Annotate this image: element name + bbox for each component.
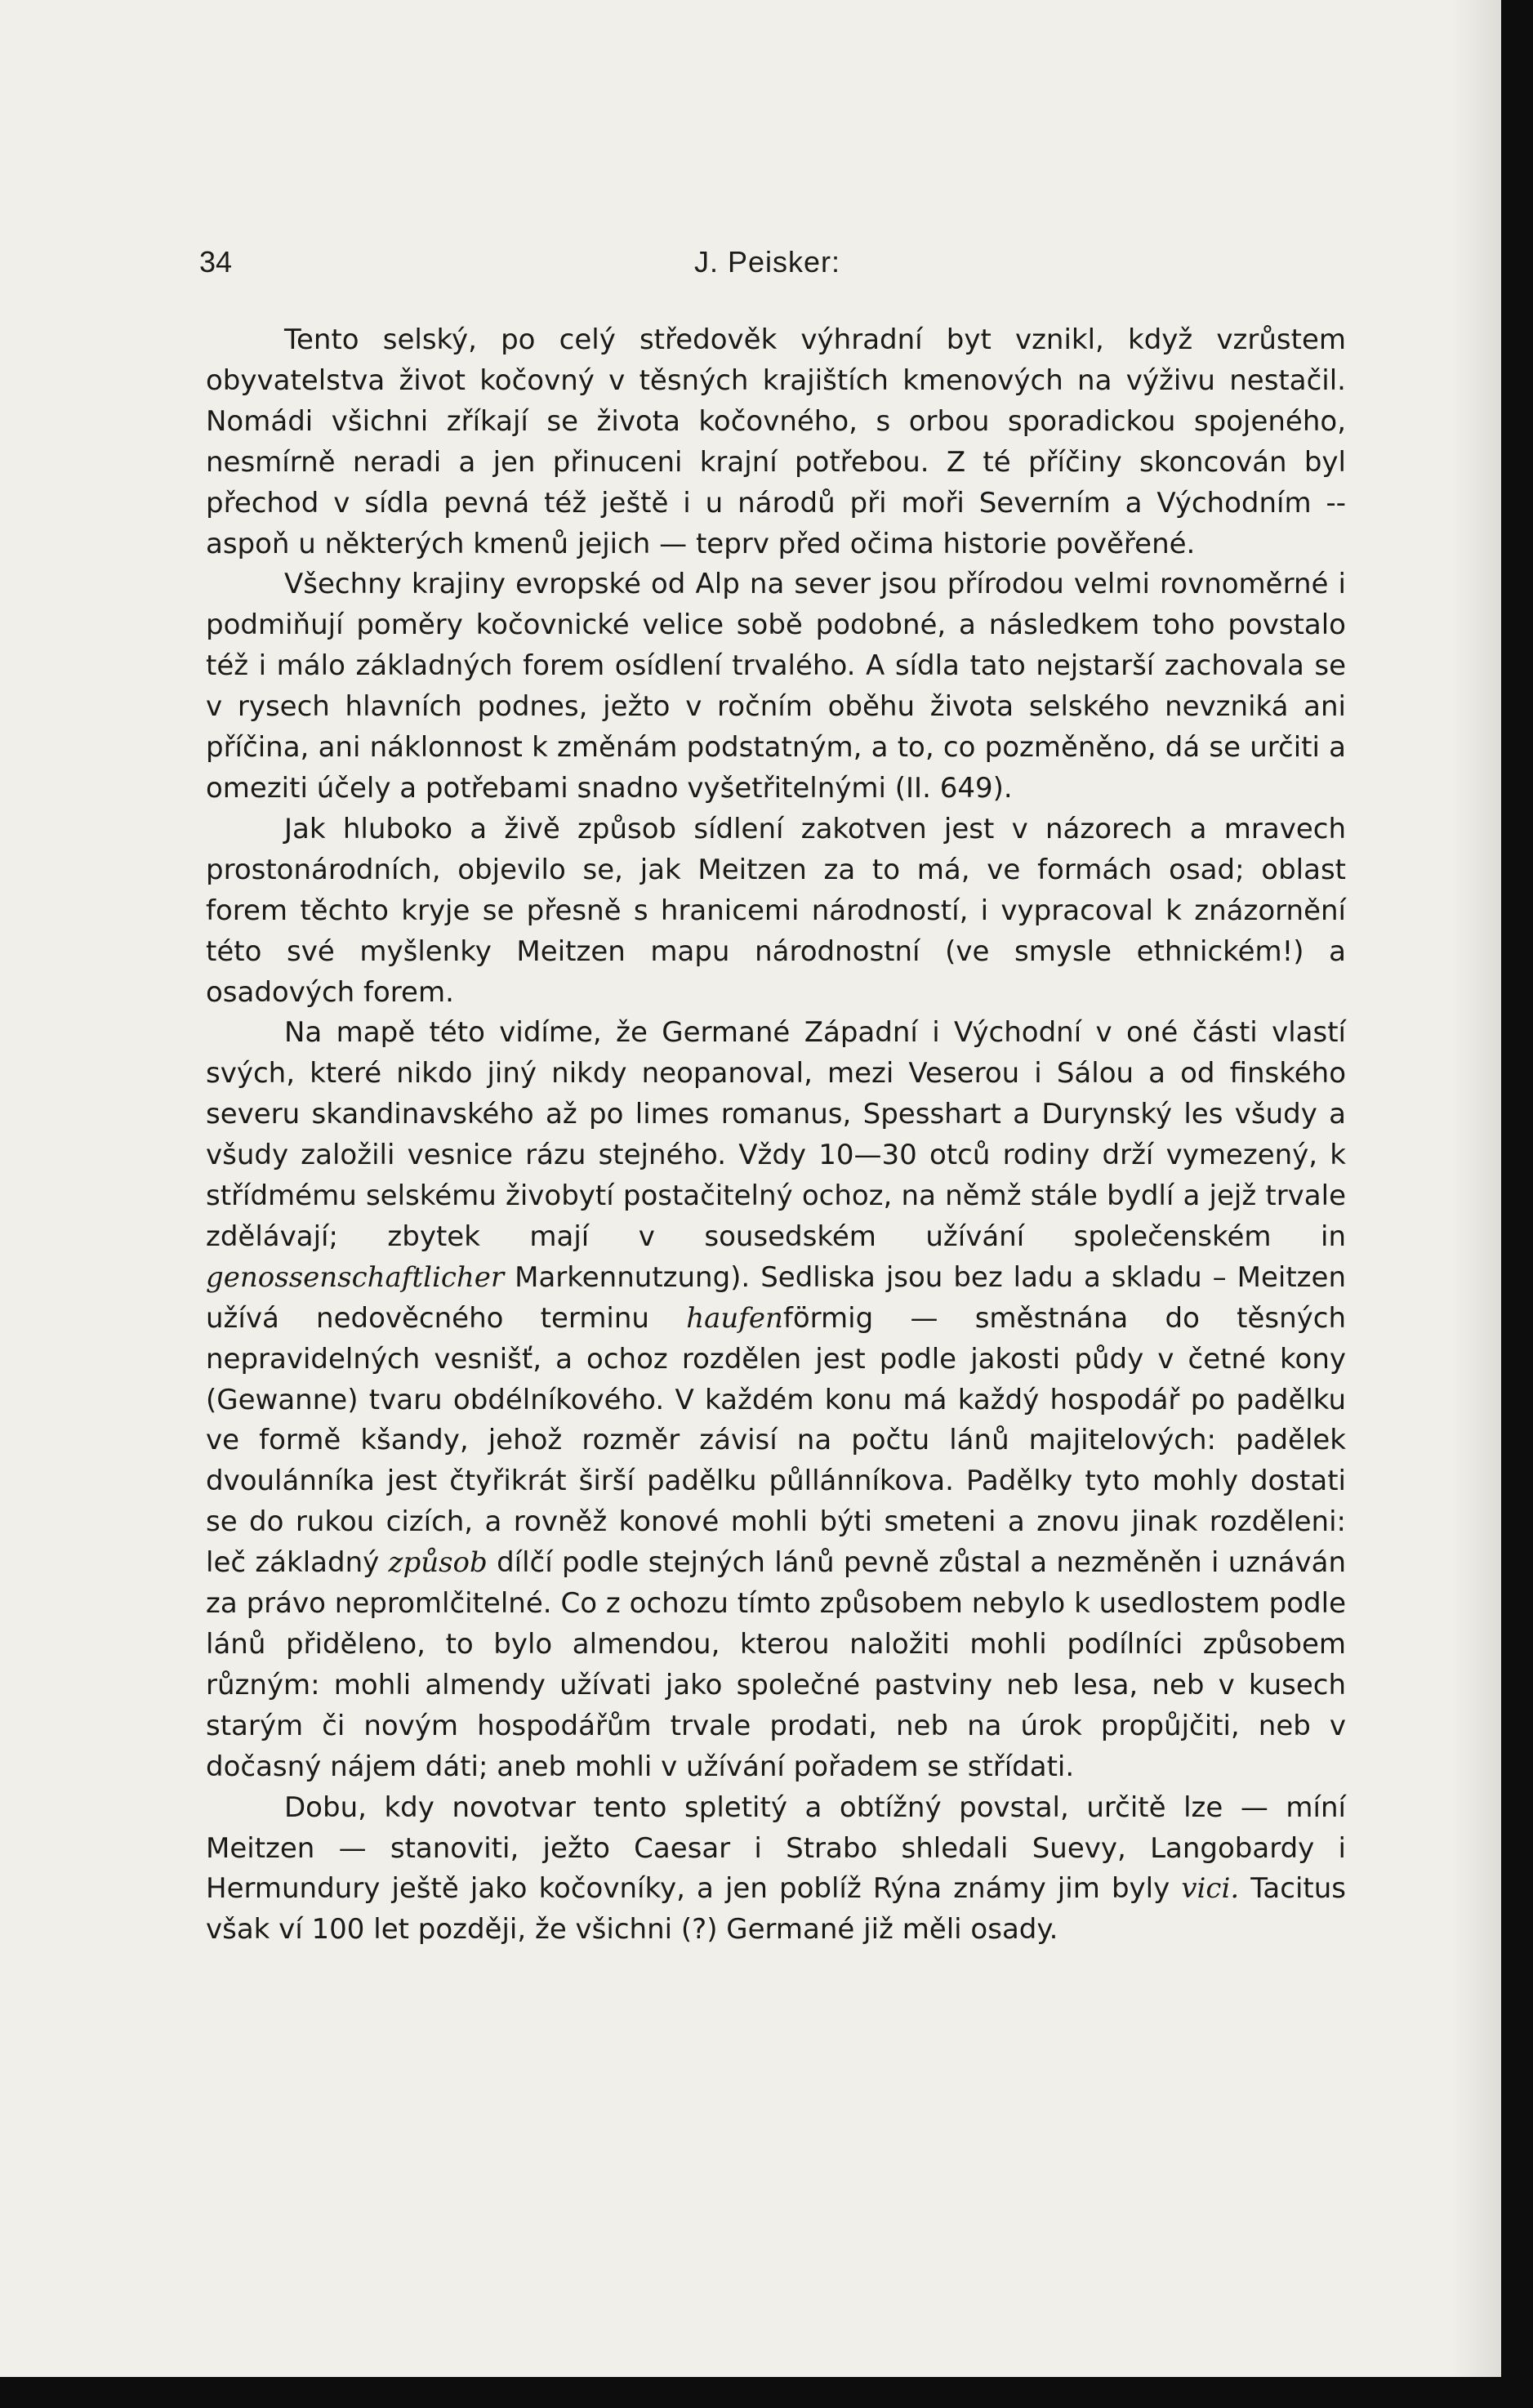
paragraph-text: Tacitus však ví 100 let později, že všichni (?) Germané již měli osady.	[206, 1872, 1346, 1946]
paragraph-5	[206, 1788, 1346, 1951]
paragraph-text: Markennutzung). Sedliska jsou bez ladu a skladu – Meitzen užívá nedověcného terminu	[206, 1260, 1346, 1335]
paragraph-text: Všechny krajiny evropské od Alp na sever jsou přírodou velmi rovnoměrné i podmiňují poměry kočovnické velice sobě podobné, a následkem toho povstalo též i málo základných forem osídlení trvalého. A sídla tato nejstarší zachovala se v rysech hlavních podnes, ježto v ročním oběhu života selského nevzniká ani příčina, ani náklonnost k změnám podstatným, a to, co pozměněno, dá se určiti a omeziti účely a potřebami snadno vyšetřitelnými (II. 649).	[206, 568, 1346, 805]
running-head: J. Peisker:	[694, 245, 841, 279]
paragraph-text: Na mapě této vidíme, že Germané Západní i Východní v oné části vlastí svých, které nikdo jiný nikdy neopanoval, mezi Veserou i Sálou a od finského severu skandinavského až po limes romanus, Spesshart a Durynský les všudy a všudy založili vesnice rázu stejného. Vždy 10—30 otců rodiny drží vymezený, k střídmému selskému živobytí postačitelný ochoz, na němž stále bydlí a jejž trvale zdělávají; zbytek mají v sousedském užívání společenském in	[206, 1016, 1346, 1253]
paragraph-text: förmig — směstnána do těsných nepravidelných vesnišť, a ochoz rozdělen jest podle jakosti půdy v četné kony (Gewanne) tvaru obdélníkového. V každém konu má každý hospodář po padělku ve formě kšandy, jehož rozměr závisí na počtu lánů majitelových: padělek dvoulánníka jest čtyřikrát širší padělku půllánníkova. Padělky tyto mohly dostati se do rukou cizích, a rovněž konové mohli býti smeteni a znovu jinak rozděleni: leč základný	[206, 1301, 1347, 1580]
italic-term: vici.	[1181, 1872, 1240, 1906]
page-edge-shadow	[1452, 0, 1501, 2377]
italic-term: genossenschaftlicher	[206, 1260, 505, 1294]
italic-term: haufen	[686, 1301, 783, 1335]
paragraph-text: dílčí podle stejných lánů pevně zůstal a nezměněn i uznáván za právo nepromlčitelné. Co z ochozu tímto způsobem nebylo k usedlostem podle lánů přiděleno, to bylo almendou, kterou naložiti mohli podílníci způsobem různým: mohli almendy užívati jako společné pastviny neb lesa, neb v kusech starým či novým hospodářům trvale prodati, neb na úrok propůjčiti, neb v dočasný nájem dáti; aneb mohli v užívání pořadem se střídati.	[206, 1546, 1346, 1783]
italic-term: způsob	[388, 1546, 488, 1580]
paragraph-4	[206, 1013, 1346, 1787]
body-text	[206, 320, 1346, 1951]
paragraph-text: Tento selský, po celý středověk výhradní byt vznikl, když vzrůstem obyvatelstva život kočovný v těsných krajištích kmenových na výživu nestačil. Nomádi všichni zříkají se života kočovného, s orbou sporadickou spojeného, nesmírně neradi a jen přinuceni krajní potřebou. Z té příčiny skoncován byl přechod v sídla pevná též ještě i u národů při moři Severním a Východním -- aspoň u některých kmenů jejich — teprv před očima historie pověřené.	[206, 323, 1346, 560]
paragraph-2	[206, 564, 1346, 809]
paragraph-1	[206, 320, 1346, 564]
paragraph-3	[206, 809, 1346, 1014]
paragraph-text: Jak hluboko a živě způsob sídlení zakotven jest v názorech a mravech prostonárodních, objevilo se, jak Meitzen za to má, ve formách osad; oblast forem těchto kryje se přesně s hranicemi národností, i vypracoval k znázornění této své myšlenky Meitzen mapu národnostní (ve smysle ethnickém!) a osadových forem.	[206, 812, 1346, 1009]
page-header	[0, 234, 1501, 283]
page-number: 34	[199, 245, 233, 279]
paragraph-text: Dobu, kdy novotvar tento spletitý a obtížný povstal, určitě lze — míní Meitzen — stanoviti, ježto Caesar i Strabo shledali Suevy, Langobardy i Hermundury ještě jako kočovníky, a jen poblíž Rýna známy jim byly	[206, 1790, 1346, 1906]
